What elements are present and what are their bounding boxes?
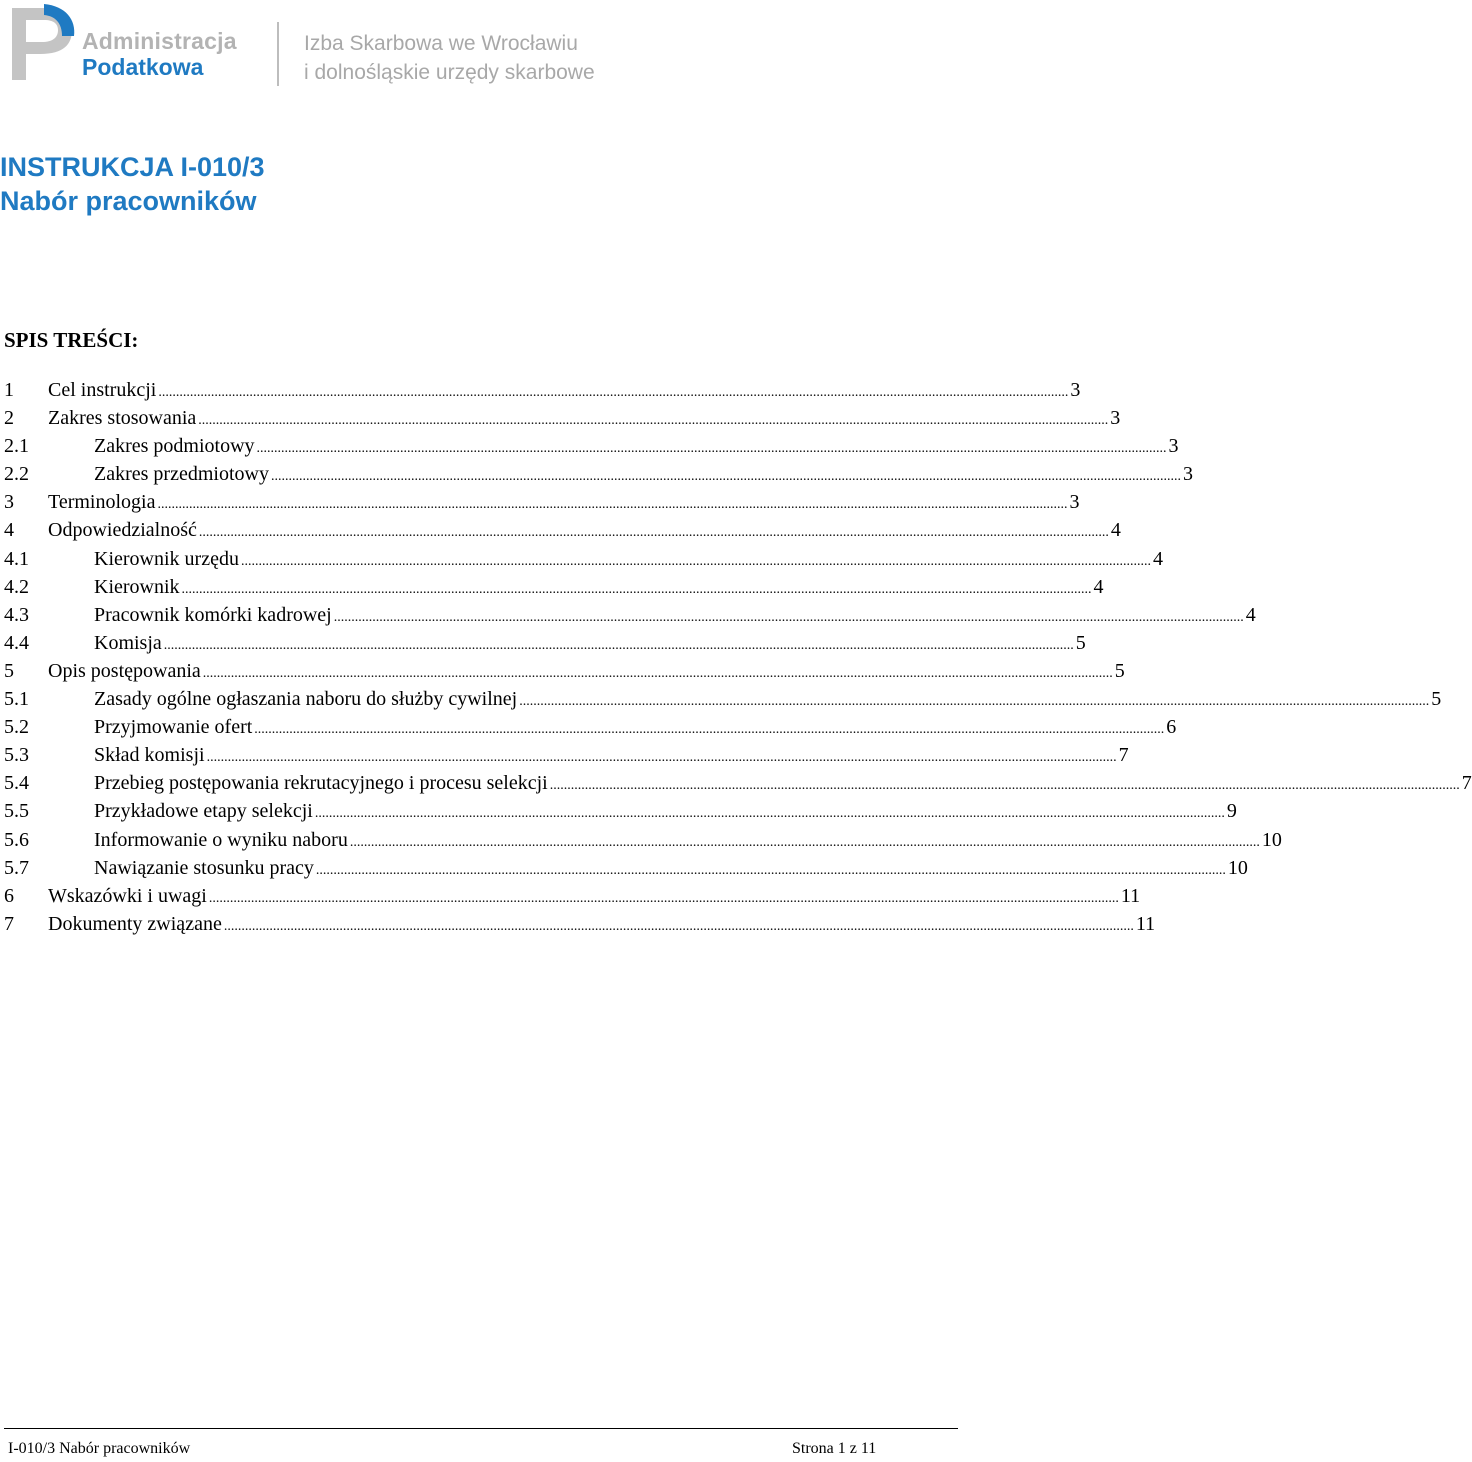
- toc-dot-leader: ....................................................................................................................................................................................................................................................................: [254, 722, 1165, 738]
- toc-entry[interactable]: [4, 491, 1080, 519]
- toc-dot-leader: ....................................................................................................................................................................................................................................................................: [198, 413, 1109, 429]
- toc-entry-number: 5.3: [4, 744, 29, 767]
- toc-entry-page: 5: [1431, 688, 1442, 711]
- toc-dot-leader: ....................................................................................................................................................................................................................................................................: [333, 609, 1244, 625]
- toc-dot-leader: ....................................................................................................................................................................................................................................................................: [349, 834, 1260, 850]
- toc-entry[interactable]: [4, 688, 1442, 716]
- toc-entry-title: Odpowiedzialność: [48, 519, 197, 542]
- toc-entry-number: 7: [4, 912, 14, 935]
- toc-heading: SPIS TREŚCI:: [4, 328, 139, 352]
- toc-entry-number: 4: [4, 519, 14, 542]
- toc-entry-title: Opis postępowania: [48, 659, 201, 682]
- toc-entry[interactable]: [4, 828, 1282, 857]
- toc-entry-number: 5: [4, 659, 14, 682]
- toc-dot-leader: ....................................................................................................................................................................................................................................................................: [208, 890, 1119, 906]
- toc-dot-leader: ....................................................................................................................................................................................................................................................................: [315, 862, 1226, 878]
- toc-entry[interactable]: [4, 435, 1179, 463]
- footer-page-number: Strona 1 z 11: [792, 1440, 877, 1457]
- toc-entry-page: 10: [1227, 856, 1248, 879]
- toc-entry-number: 5.5: [4, 800, 29, 823]
- toc-entry-page: 3: [1069, 491, 1080, 514]
- toc-entry-title: Pracownik komórki kadrowej: [94, 603, 332, 626]
- toc-entry[interactable]: [4, 716, 1177, 744]
- toc-entry-title: Przykładowe etapy selekcji: [94, 800, 313, 823]
- toc-entry-title: Zakres stosowania: [48, 407, 197, 430]
- toc-entry-title: Informowanie o wyniku naboru: [94, 828, 348, 851]
- organization-line2: i dolnośląskie urzędy skarbowe: [304, 61, 595, 84]
- toc-entry-page: 5: [1075, 631, 1086, 654]
- header-divider: [277, 22, 279, 86]
- toc-entry-page: 4: [1093, 575, 1104, 598]
- toc-entry-number: 5.1: [4, 688, 29, 711]
- toc-dot-leader: ....................................................................................................................................................................................................................................................................: [256, 441, 1167, 457]
- toc-entry-page: 3: [1182, 463, 1193, 486]
- toc-entry[interactable]: [4, 603, 1256, 632]
- toc-entry[interactable]: [4, 800, 1237, 828]
- toc-entry-page: 6: [1166, 716, 1177, 739]
- toc-entry-number: 4.1: [4, 547, 29, 570]
- toc-entry-number: 2.1: [4, 435, 29, 458]
- toc-entry-number: 4.3: [4, 603, 29, 626]
- toc-entry-number: 5.7: [4, 856, 29, 879]
- toc-entry-page: 5: [1114, 659, 1125, 682]
- toc-entry-page: 4: [1110, 519, 1121, 542]
- organization-name: [304, 29, 595, 87]
- toc-entry[interactable]: [4, 379, 1081, 407]
- toc-entry-title: Komisja: [94, 631, 162, 654]
- toc-entry-title: Przebieg postępowania rekrutacyjnego i procesu selekcji: [94, 772, 548, 795]
- toc-entry-number: 6: [4, 884, 14, 907]
- toc-entry-title: Skład komisji: [94, 744, 205, 767]
- toc-entry-title: Kierownik urzędu: [94, 547, 239, 570]
- document-title: [0, 150, 265, 218]
- toc-entry-title: Zakres przedmiotowy: [94, 463, 269, 486]
- toc-entry[interactable]: [4, 772, 1472, 800]
- toc-entry-number: 3: [4, 491, 14, 514]
- footer-document-name: I-010/3 Nabór pracowników: [8, 1440, 191, 1457]
- toc-entry-title: Cel instrukcji: [48, 379, 157, 401]
- toc-entry-number: 4.4: [4, 631, 29, 654]
- toc-entry-page: 7: [1118, 744, 1129, 767]
- logo-line1: Administracja: [82, 28, 237, 54]
- toc-entry-number: 1: [4, 379, 14, 401]
- toc-dot-leader: ....................................................................................................................................................................................................................................................................: [240, 553, 1151, 569]
- toc-entry-title: Terminologia: [48, 491, 156, 514]
- organization-line1: Izba Skarbowa we Wrocławiu: [304, 32, 578, 55]
- toc-entry-page: 4: [1152, 547, 1163, 570]
- toc-entry-number: 5.2: [4, 716, 29, 739]
- toc-entry[interactable]: [4, 631, 1086, 660]
- toc-entry-page: 7: [1461, 772, 1472, 795]
- toc-dot-leader: ....................................................................................................................................................................................................................................................................: [223, 918, 1134, 934]
- document-title-line2: Nabór pracowników: [0, 186, 257, 216]
- toc-entry-title: Dokumenty związane: [48, 912, 222, 935]
- toc-dot-leader: ....................................................................................................................................................................................................................................................................: [158, 385, 1069, 400]
- toc-dot-leader: ....................................................................................................................................................................................................................................................................: [163, 637, 1074, 653]
- toc-entry-number: 5.6: [4, 828, 29, 851]
- logo-icon: [6, 2, 76, 84]
- toc-entry-page: 11: [1135, 912, 1156, 935]
- toc-entry-title: Nawiązanie stosunku pracy: [94, 856, 314, 879]
- toc-dot-leader: ....................................................................................................................................................................................................................................................................: [519, 694, 1430, 710]
- toc-entry-page: 4: [1245, 603, 1256, 626]
- toc-entry[interactable]: [4, 547, 1163, 576]
- toc-dot-leader: ....................................................................................................................................................................................................................................................................: [181, 581, 1092, 597]
- table-of-contents: [4, 379, 1472, 941]
- toc-entry-number: 4.2: [4, 575, 29, 598]
- toc-entry[interactable]: [4, 407, 1121, 435]
- footer-divider: [4, 1428, 958, 1429]
- toc-entry-page: 9: [1226, 800, 1237, 823]
- toc-entry[interactable]: [4, 519, 1121, 547]
- toc-dot-leader: ....................................................................................................................................................................................................................................................................: [314, 806, 1225, 822]
- toc-entry[interactable]: [4, 575, 1104, 604]
- toc-entry-title: Kierownik: [94, 575, 180, 598]
- toc-entry[interactable]: [4, 744, 1129, 772]
- toc-entry[interactable]: [4, 856, 1248, 885]
- toc-entry-number: 2: [4, 407, 14, 430]
- toc-dot-leader: ....................................................................................................................................................................................................................................................................: [157, 497, 1068, 513]
- toc-entry-title: Zasady ogólne ogłaszania naboru do służby cywilnej: [94, 688, 518, 711]
- toc-entry-number: 2.2: [4, 463, 29, 486]
- toc-entry-number: 5.4: [4, 772, 29, 795]
- toc-dot-leader: ....................................................................................................................................................................................................................................................................: [198, 525, 1109, 541]
- toc-entry-title: Przyjmowanie ofert: [94, 716, 253, 739]
- toc-entry-page: 3: [1070, 379, 1081, 401]
- logo-line2: Podatkowa: [82, 54, 204, 80]
- toc-entry[interactable]: [4, 463, 1193, 491]
- toc-entry-title: Wskazówki i uwagi: [48, 884, 207, 907]
- toc-entry[interactable]: [4, 884, 1141, 913]
- toc-dot-leader: ....................................................................................................................................................................................................................................................................: [202, 665, 1113, 681]
- toc-entry-title: Zakres podmiotowy: [94, 435, 255, 458]
- toc-entry-page: 11: [1120, 884, 1141, 907]
- logo-wordmark: [82, 28, 237, 80]
- toc-entry-page: 3: [1168, 435, 1179, 458]
- toc-dot-leader: ....................................................................................................................................................................................................................................................................: [549, 778, 1460, 794]
- toc-entry-page: 3: [1110, 407, 1121, 430]
- document-title-line1: INSTRUKCJA I-010/3: [0, 152, 265, 182]
- toc-dot-leader: ....................................................................................................................................................................................................................................................................: [206, 750, 1117, 766]
- toc-entry-page: 10: [1261, 828, 1282, 851]
- toc-entry[interactable]: [4, 912, 1156, 941]
- toc-entry[interactable]: [4, 659, 1125, 688]
- toc-dot-leader: ....................................................................................................................................................................................................................................................................: [270, 469, 1181, 485]
